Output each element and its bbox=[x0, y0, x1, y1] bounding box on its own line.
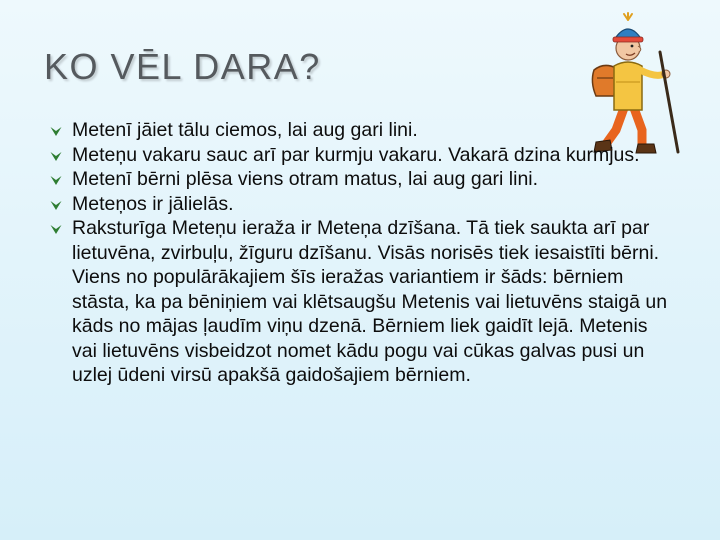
bullet-item bbox=[50, 192, 670, 217]
bullet-text: Metenī bērni plēsa viens otram matus, lai aug gari lini. bbox=[72, 168, 539, 190]
bullet-text: Meteņu vakaru sauc arī par kurmju vakaru. Vakarā dzina kurmjus. bbox=[72, 143, 640, 166]
slide-title: KO VĒL DARA? bbox=[44, 46, 321, 87]
checkmark-arrow-icon bbox=[50, 199, 62, 211]
bullet-item bbox=[50, 167, 670, 192]
bullet-item bbox=[50, 118, 670, 143]
checkmark-arrow-icon bbox=[50, 125, 62, 137]
bullet-item bbox=[50, 143, 670, 168]
checkmark-arrow-icon bbox=[50, 174, 62, 186]
bullet-text: Metenī jāiet tālu ciemos, lai aug gari lini. bbox=[72, 119, 418, 141]
bullet-text: Meteņos ir jālielās. bbox=[72, 192, 234, 215]
bullet-text: Raksturīga Meteņu ieraža ir Meteņa dzīšana. Tā tiek saukta arī par lietuvēna, zvirbuļu, žīguru dzīšanu. Visās norisēs tiek iesaistīti bērni. Viens no populārākajiem šīs ieražas variantiem ir šāds: bērniem stāsta, ka pa bēniņiem vai klētsaugšu Metenis vai lietuvēns staigā un kāds no mājas ļaudīm viņu dzenā. Bērniem liek gaidīt lejā. Metenis vai lietuvēns visbeidzot nomet kādu pogu vai cūkas galvas pusi un uzlej ūdeni virsū apakšā gaidošajiem bērniem. bbox=[72, 217, 668, 386]
bullet-list bbox=[50, 118, 670, 388]
bullet-item bbox=[50, 216, 670, 388]
checkmark-arrow-icon bbox=[50, 223, 62, 235]
checkmark-arrow-icon bbox=[50, 150, 62, 162]
